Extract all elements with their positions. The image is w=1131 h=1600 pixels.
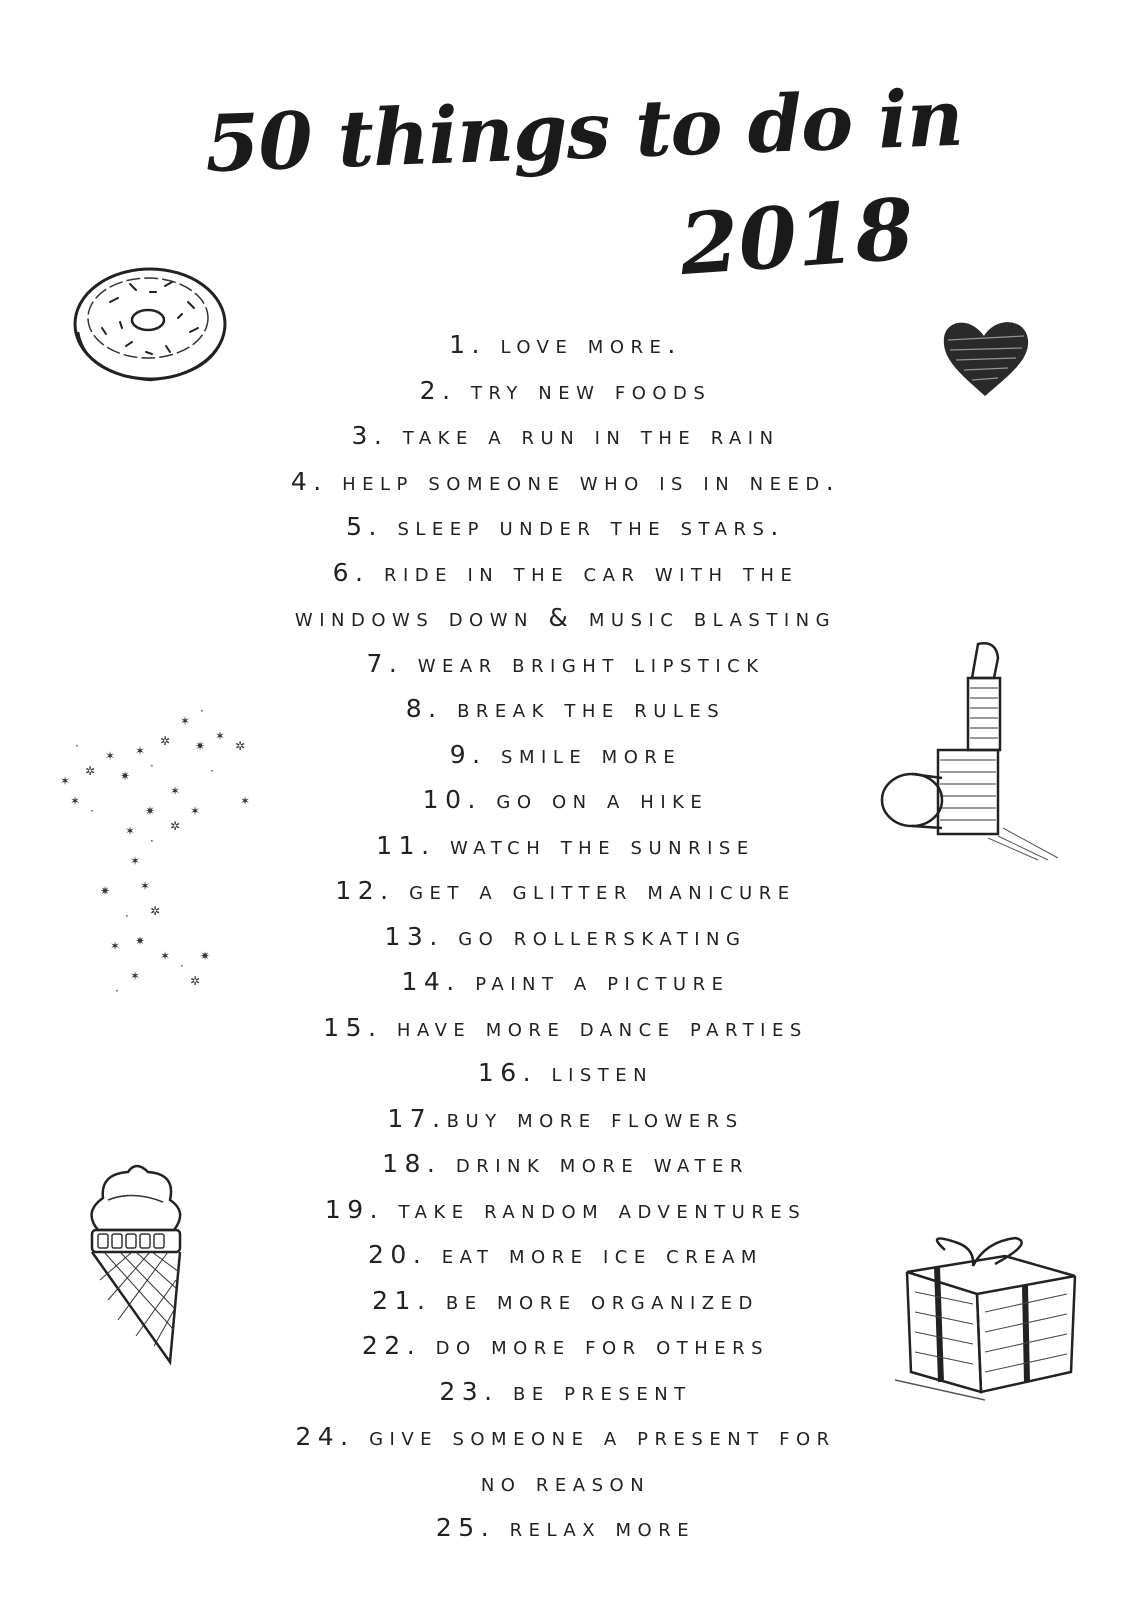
- svg-text:·: ·: [150, 759, 154, 773]
- page-title-year: 2018: [676, 178, 917, 295]
- list-item: 20. eat more ice cream: [368, 1240, 763, 1269]
- heart-icon: [938, 310, 1033, 402]
- list-item: 24. give someone a present for: [295, 1422, 836, 1451]
- list-item: 13. go rollerskating: [384, 921, 747, 951]
- svg-text:✶: ✶: [215, 729, 226, 743]
- svg-text:✶: ✶: [130, 854, 141, 868]
- list-item: 8. break the rules: [405, 694, 726, 723]
- svg-text:·: ·: [200, 705, 204, 718]
- svg-text:✶: ✶: [140, 879, 151, 893]
- svg-text:✶: ✶: [170, 784, 181, 798]
- svg-text:·: ·: [115, 984, 119, 998]
- svg-text:·: ·: [125, 909, 129, 923]
- list-item: 21. be more organized: [372, 1285, 759, 1315]
- svg-text:✶: ✶: [105, 749, 116, 763]
- svg-text:·: ·: [180, 959, 184, 973]
- sparkles-icon: [50, 705, 260, 1005]
- list-item: 4. help someone who is in need.: [290, 466, 841, 496]
- svg-text:✲: ✲: [190, 974, 201, 988]
- list-item: 15. have more dance parties: [323, 1012, 808, 1042]
- svg-text:✶: ✶: [110, 939, 121, 953]
- list-item: 1. love more.: [449, 330, 682, 359]
- list-item: no reason: [480, 1467, 651, 1497]
- svg-text:✷: ✷: [195, 739, 206, 753]
- svg-text:✶: ✶: [240, 794, 251, 808]
- list-item: 14. paint a picture: [401, 967, 730, 996]
- svg-text:✷: ✷: [145, 804, 156, 818]
- list-item: windows down & music blasting: [294, 603, 837, 632]
- list-item: 22. do more for others: [361, 1331, 770, 1360]
- svg-text:·: ·: [75, 739, 79, 753]
- svg-text:✶: ✶: [130, 969, 141, 983]
- list-item: 25. relax more: [435, 1513, 696, 1542]
- svg-text:✲: ✲: [85, 764, 96, 778]
- svg-text:✶: ✶: [190, 804, 201, 818]
- svg-text:✷: ✷: [200, 949, 211, 963]
- list-item: 7. wear bright lipstick: [366, 648, 765, 678]
- svg-text:✶: ✶: [70, 794, 81, 808]
- list-item: 18. drink more water: [382, 1149, 749, 1178]
- svg-text:✷: ✷: [120, 769, 131, 783]
- list-item: 12. get a glitter manicure: [335, 876, 796, 905]
- gift-box-icon: [885, 1232, 1085, 1402]
- svg-text:✲: ✲: [235, 739, 246, 753]
- svg-text:✷: ✷: [100, 884, 111, 898]
- list-item: 3. take a run in the rain: [351, 421, 780, 450]
- lipstick-icon: [878, 638, 1063, 863]
- svg-text:·: ·: [210, 764, 214, 778]
- svg-text:·: ·: [150, 834, 154, 848]
- svg-text:✶: ✶: [125, 824, 136, 838]
- svg-text:·: ·: [90, 804, 94, 818]
- page-title: 50 things to do in: [203, 72, 964, 191]
- list-item: 6. ride in the car with the: [332, 557, 799, 587]
- svg-text:✶: ✶: [160, 949, 171, 963]
- list-item: 16. listen: [477, 1058, 654, 1087]
- ice-cream-icon: [78, 1160, 193, 1370]
- list-item: 17.buy more flowers: [387, 1103, 744, 1133]
- list-item: 11. watch the sunrise: [376, 830, 755, 860]
- list-item: 10. go on a hike: [422, 785, 709, 814]
- svg-text:✶: ✶: [135, 744, 146, 758]
- svg-text:✲: ✲: [170, 819, 181, 833]
- list-item: 23. be present: [439, 1376, 692, 1406]
- list-item: 2. try new foods: [419, 375, 712, 405]
- svg-text:✶: ✶: [180, 714, 191, 728]
- donut-icon: [70, 262, 235, 387]
- svg-text:✷: ✷: [135, 934, 146, 948]
- svg-text:✶: ✶: [60, 774, 71, 788]
- list-item: 19. take random adventures: [324, 1194, 807, 1224]
- svg-text:✲: ✲: [160, 734, 171, 748]
- list-item: 9. smile more: [449, 739, 682, 769]
- svg-text:✲: ✲: [150, 904, 161, 918]
- list-item: 5. sleep under the stars.: [346, 512, 785, 541]
